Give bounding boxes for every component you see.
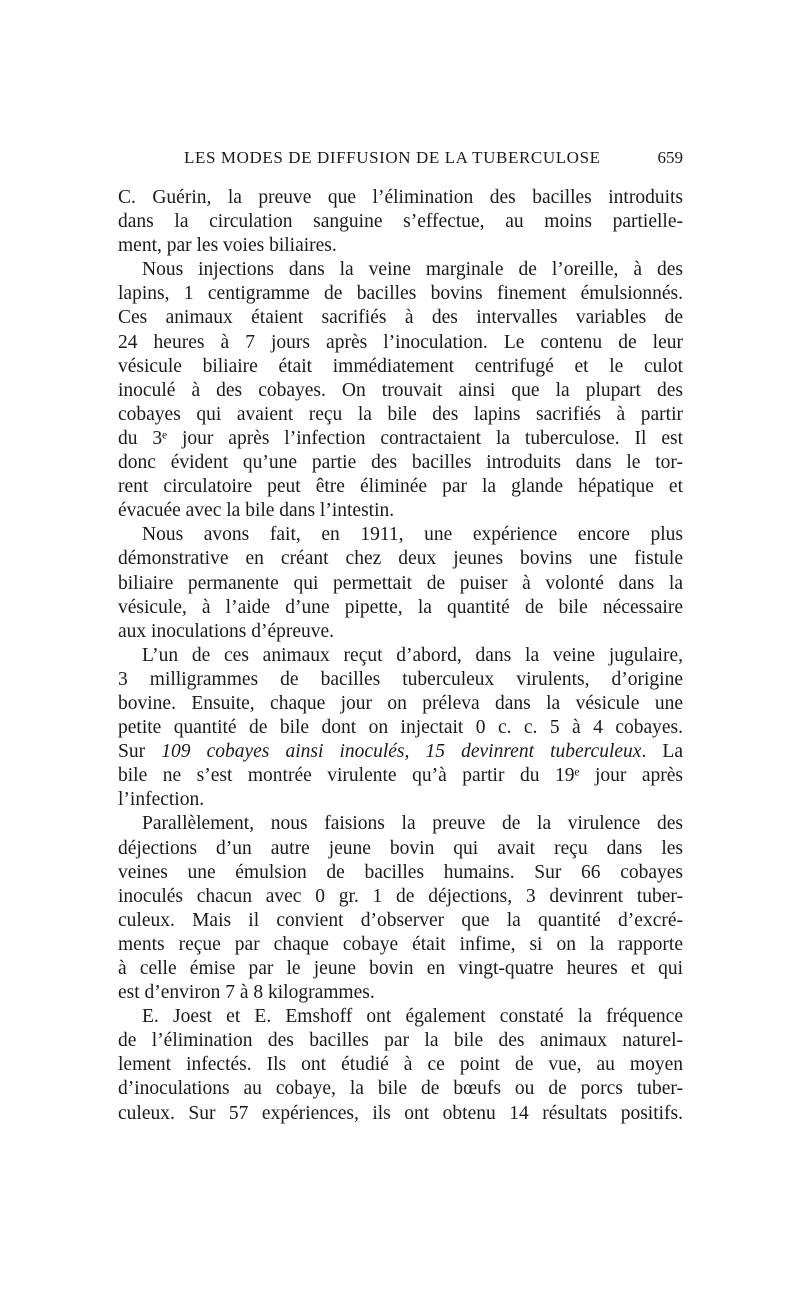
text-line: à celle émise par le jeune bovin en vingt-quatre heures et qui	[118, 958, 683, 979]
text-line: 3 milligrammes de bacilles tuberculeux virulents, d’origine	[118, 668, 683, 690]
text-line: de l’élimination des bacilles par la bile des animaux naturel-	[118, 1030, 683, 1052]
text-line: bovine. Ensuite, chaque jour on préleva dans la vésicule une	[118, 692, 683, 714]
running-head	[118, 148, 683, 172]
text-line: Nous injections dans la veine marginale de l’oreille, à des	[142, 259, 683, 281]
body-text	[118, 186, 683, 1126]
text-line: biliaire permanente qui permettait de puiser à volonté dans la	[118, 572, 683, 594]
running-title: LES MODES DE DIFFUSION DE LA TUBERCULOSE	[184, 148, 601, 167]
text-segment: Sur	[118, 741, 162, 763]
text-line: du 3ᵉ jour après l’infection contractaient la tuberculose. Il est	[118, 427, 683, 449]
text-line: C. Guérin, la preuve que l’élimination des bacilles introduits	[118, 187, 683, 208]
text-line: lapins, 1 centigramme de bacilles bovins finement émulsionnés.	[118, 283, 683, 305]
text-line: petite quantité de bile dont on injectait 0 c. c. 5 à 4 cobayes.	[118, 717, 683, 739]
text-line: lement infectés. Ils ont étudié à ce point de vue, au moyen	[118, 1054, 683, 1076]
text-line: dans la circulation sanguine s’effectue, au moins partielle-	[118, 211, 683, 233]
text-line: culeux. Sur 57 expériences, ils ont obtenu 14 résultats positifs.	[118, 1102, 683, 1124]
text-line: d’inoculations au cobaye, la bile de bœufs ou de porcs tuber-	[118, 1078, 683, 1100]
text-line: est d’environ 7 à 8 kilogrammes.	[118, 982, 375, 1004]
text-line: aux inoculations d’épreuve.	[118, 620, 335, 642]
text-line: déjections d’un autre jeune bovin qui avait reçu dans les	[118, 837, 683, 859]
text-line: l’infection.	[118, 789, 205, 811]
text-line: vésicule biliaire était immédiatement centrifugé et le culot	[118, 355, 683, 377]
text-line: inoculé à des cobayes. On trouvait ainsi que la plupart des	[118, 379, 683, 401]
text-line: donc évident qu’une partie des bacilles introduits dans le tor-	[118, 452, 683, 474]
text-line: 24 heures à 7 jours après l’inoculation. Le contenu de leur	[118, 331, 683, 353]
text-line: inoculés chacun avec 0 gr. 1 de déjections, 3 devinrent tuber-	[118, 885, 683, 907]
page-number: 659	[657, 148, 683, 167]
text-line: culeux. Mais il convient d’observer que la quantité d’excré-	[118, 909, 683, 931]
text-line: Nous avons fait, en 1911, une expérience encore plus	[142, 524, 683, 546]
text-line: L’un de ces animaux reçut d’abord, dans la veine jugulaire,	[142, 644, 683, 666]
text-line: vésicule, à l’aide d’une pipette, la quantité de bile nécessaire	[118, 596, 683, 618]
text-segment: . La	[641, 741, 683, 763]
text-line: veines une émulsion de bacilles humains. Sur 66 cobayes	[118, 861, 683, 883]
text-line: évacuée avec la bile dans l’intestin.	[118, 500, 395, 522]
text-line: bile ne s’est montrée virulente qu’à partir du 19ᵉ jour après	[118, 765, 683, 787]
italic-text: 109 cobayes ainsi inoculés, 15 devinrent tuberculeux	[161, 741, 642, 763]
text-line: ment, par les voies biliaires.	[118, 235, 337, 257]
text-line: E. Joest et E. Emshoff ont également constaté la fréquence	[142, 1006, 683, 1028]
text-line: ments reçue par chaque cobaye était infime, si on la rapporte	[118, 933, 683, 955]
text-line-mixed	[118, 740, 683, 764]
text-line: rent circulatoire peut être éliminée par la glande hépatique et	[118, 476, 683, 498]
text-line: Parallèlement, nous faisions la preuve de la virulence des	[142, 813, 683, 835]
text-line: cobayes qui avaient reçu la bile des lapins sacrifiés à partir	[118, 403, 683, 425]
text-line: démonstrative en créant chez deux jeunes bovins une fistule	[118, 548, 683, 570]
text-line: Ces animaux étaient sacrifiés à des intervalles variables de	[118, 307, 683, 329]
